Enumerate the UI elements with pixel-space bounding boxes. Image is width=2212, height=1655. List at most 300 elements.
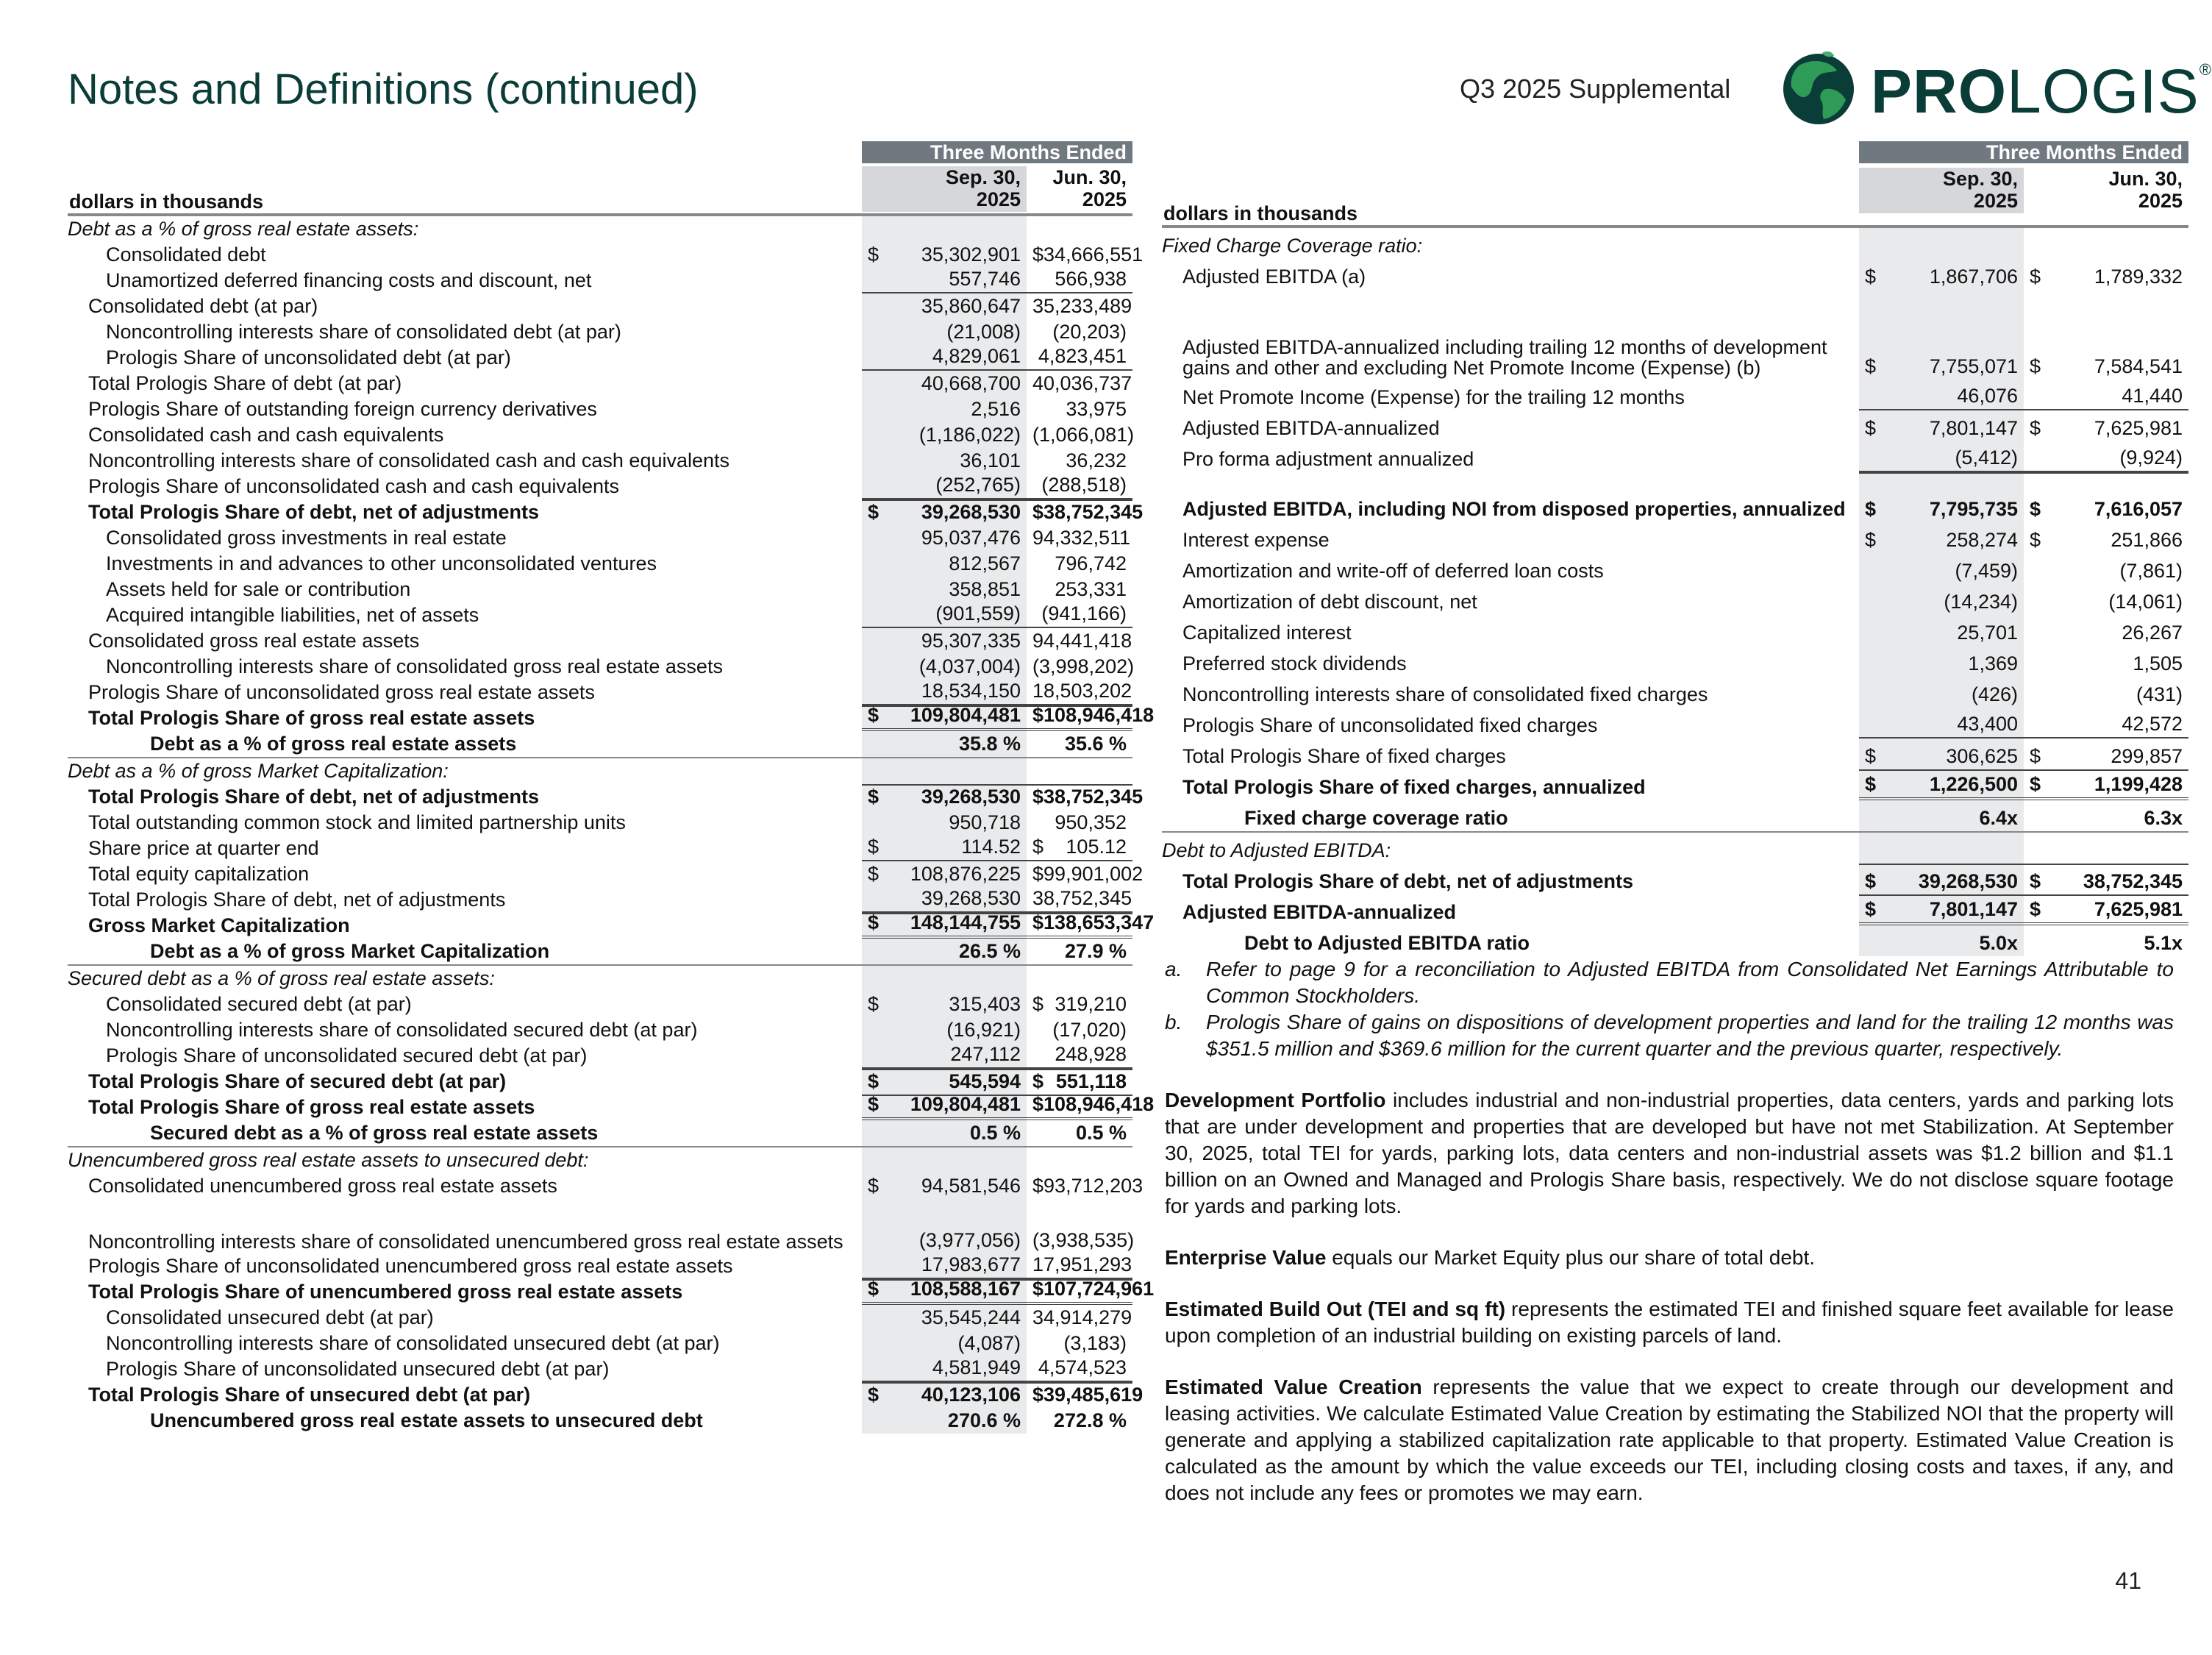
cell-value: (5,412): [1955, 446, 2018, 469]
col-jun-2025: Jun. 30, 2025: [2108, 168, 2183, 212]
cell-value: 42,572: [2122, 713, 2183, 735]
currency-symbol: $: [1865, 529, 1877, 551]
table-row: [68, 1331, 1132, 1356]
value-sep-2025: [862, 1017, 1027, 1043]
row-label: Consolidated cash and cash equivalents: [88, 424, 444, 446]
value-sep-2025: [862, 731, 1027, 757]
definition-term: Enterprise Value: [1165, 1246, 1327, 1269]
value-jun-2025: [1027, 448, 1132, 474]
prologis-logo: [1778, 46, 2212, 134]
cell-value: 7,801,147: [1929, 417, 2018, 439]
value-sep-2025: [1859, 864, 2024, 894]
cell-value: 1,867,706: [1929, 266, 2018, 288]
value-jun-2025: [1027, 654, 1135, 680]
cell-value: 247,112: [950, 1043, 1021, 1065]
value-sep-2025: [1859, 894, 2024, 925]
units-label: dollars in thousands: [1163, 202, 1358, 224]
value-jun-2025: [1027, 1356, 1132, 1382]
value-sep-2025: [1859, 738, 2024, 769]
cell-value: 35,233,489: [1032, 295, 1132, 317]
cell-value: (431): [2136, 683, 2183, 705]
value-jun-2025: [2024, 410, 2188, 441]
empty-cell: [1859, 833, 2024, 864]
value-sep-2025: [862, 1331, 1027, 1356]
cell-value: 27.9 %: [1064, 940, 1127, 962]
notes-section: [1165, 956, 2174, 1506]
table-row: [68, 396, 1132, 422]
value-sep-2025: [862, 887, 1027, 913]
value-jun-2025: [2024, 738, 2188, 769]
three-months-ended-header: Three Months Ended: [862, 141, 1132, 163]
cell-value: 25,701: [1957, 622, 2018, 644]
value-jun-2025: [1027, 371, 1132, 396]
value-sep-2025: [862, 499, 1027, 525]
empty-cell: [1027, 758, 1132, 784]
table-row: [68, 448, 1132, 474]
cell-value: 99,901,002: [1043, 863, 1144, 885]
row-label: Secured debt as a % of gross real estate assets: [150, 1122, 599, 1144]
value-jun-2025: [1027, 1305, 1132, 1331]
value-sep-2025: [1859, 584, 2024, 615]
value-sep-2025: [862, 371, 1027, 396]
value-jun-2025: [1027, 784, 1144, 810]
value-jun-2025: [1027, 1382, 1144, 1408]
value-sep-2025: [862, 1043, 1027, 1069]
cell-value: 557,746: [949, 268, 1021, 290]
value-sep-2025: [1859, 769, 2024, 800]
cell-value: 1,505: [2133, 652, 2183, 675]
row-label: Prologis Share of outstanding foreign currency derivatives: [88, 398, 597, 420]
value-sep-2025: [1859, 615, 2024, 646]
cell-value: (3,938,535): [1032, 1229, 1135, 1251]
value-sep-2025: [1859, 441, 2024, 472]
currency-symbol: $: [1032, 704, 1044, 726]
row-label: Debt as a % of gross Market Capitalization:: [68, 760, 449, 782]
table-row: [68, 422, 1135, 448]
cell-value: 43,400: [1957, 713, 2018, 735]
currency-symbol: $: [868, 911, 880, 933]
row-label: Debt as a % of gross real estate assets:: [68, 218, 419, 240]
row-label: Unencumbered gross real estate assets to unsecured debt:: [68, 1149, 589, 1171]
cell-value: 39,268,530: [921, 501, 1021, 523]
right-financial-table: [1162, 141, 2188, 956]
currency-symbol: $: [2030, 529, 2041, 551]
row-label: Consolidated gross real estate assets: [88, 630, 420, 652]
cell-value: 2,516: [971, 398, 1021, 420]
value-sep-2025: [1859, 259, 2024, 290]
table-row: [1162, 925, 2188, 956]
value-sep-2025: [1859, 800, 2024, 831]
units-label: dollars in thousands: [69, 191, 264, 213]
table-row: [1162, 708, 2188, 738]
table-row: [68, 242, 1144, 268]
value-jun-2025: [2024, 584, 2188, 615]
row-label: Prologis Share of unconsolidated debt (at par): [106, 346, 511, 369]
cell-value: 109,804,481: [910, 704, 1021, 726]
value-sep-2025: [862, 861, 1027, 887]
table-row: [68, 1120, 1132, 1146]
cell-value: 1,789,332: [2094, 266, 2183, 288]
table-row: [1162, 472, 2188, 522]
footnote: [1165, 1009, 2174, 1062]
definition-text: represents the estimated TEI and finished square feet available for lease upon completion of an industrial building on existing parcels of land.: [1165, 1298, 2174, 1347]
row-label: Adjusted EBITDA-annualized: [1182, 417, 1440, 439]
value-sep-2025: [862, 939, 1027, 964]
cell-value: 7,801,147: [1929, 898, 2018, 920]
table-row: [1162, 259, 2188, 290]
definitions: [1165, 1087, 2174, 1506]
cell-value: 315,403: [949, 993, 1021, 1015]
cell-value: 4,574,523: [1038, 1356, 1127, 1378]
table-row: [1162, 615, 2188, 646]
cell-value: (14,234): [1944, 591, 2018, 613]
currency-symbol: $: [1865, 498, 1877, 520]
currency-symbol: $: [868, 243, 880, 266]
value-jun-2025: [1027, 1331, 1132, 1356]
cell-value: 138,653,347: [1043, 911, 1155, 933]
empty-cell: [2024, 228, 2188, 259]
cell-value: 95,307,335: [921, 630, 1021, 652]
currency-symbol: $: [2030, 355, 2041, 377]
empty-cell: [1859, 228, 2024, 259]
table-row: [1162, 290, 2188, 380]
value-sep-2025: [862, 1382, 1027, 1408]
cell-value: (288,518): [1041, 474, 1127, 496]
cell-value: 17,951,293: [1032, 1253, 1132, 1275]
row-label: Prologis Share of unconsolidated gross real estate assets: [88, 681, 595, 703]
empty-cell: [862, 1147, 1027, 1173]
col-sep-2025: Sep. 30, 2025: [1859, 168, 2024, 213]
cell-value: 299,857: [2111, 745, 2183, 767]
cell-value: (252,765): [935, 474, 1021, 496]
value-jun-2025: [2024, 769, 2188, 800]
cell-value: (4,037,004): [918, 655, 1021, 677]
currency-symbol: $: [2030, 773, 2041, 795]
value-jun-2025: [1027, 731, 1132, 757]
currency-symbol: $: [2030, 417, 2041, 439]
table-row: [68, 1199, 1135, 1253]
cell-value: 272.8 %: [1053, 1409, 1127, 1431]
currency-symbol: $: [1032, 911, 1044, 933]
cell-value: (17,020): [1052, 1019, 1127, 1041]
cell-value: (16,921): [946, 1019, 1021, 1041]
logo-wordmark: PROLOGIS®: [1871, 57, 2212, 126]
table-row: [68, 731, 1132, 757]
cell-value: 7,795,735: [1929, 498, 2018, 520]
cell-value: 1,226,500: [1929, 773, 2018, 795]
cell-value: 270.6 %: [947, 1409, 1021, 1431]
footnote-text: Prologis Share of gains on dispositions of development properties and land for the trailing 12 months was $351.5 million and $369.6 million for the current quarter and the previous quarter, respectively.: [1206, 1011, 2174, 1060]
cell-value: 39,268,530: [921, 786, 1021, 808]
table-row: [1162, 410, 2188, 441]
cell-value: 1,369: [1968, 652, 2018, 675]
currency-symbol: $: [1865, 745, 1877, 767]
value-jun-2025: [2024, 472, 2188, 522]
table-body: [68, 215, 1155, 1434]
table-row: [68, 911, 1155, 939]
value-jun-2025: [2024, 259, 2188, 290]
value-sep-2025: [1859, 677, 2024, 708]
cell-value: 5.0x: [1979, 932, 2018, 954]
value-sep-2025: [862, 836, 1027, 861]
table-row: [68, 1408, 1132, 1434]
cell-value: 0.5 %: [969, 1122, 1021, 1144]
row-label: Acquired intangible liabilities, net of assets: [106, 604, 479, 626]
table-row: [68, 293, 1132, 319]
currency-symbol: $: [1032, 1278, 1044, 1300]
currency-symbol: $: [1865, 898, 1877, 920]
value-sep-2025: [862, 602, 1027, 628]
value-sep-2025: [862, 525, 1027, 551]
row-label: Consolidated unencumbered gross real estate assets: [88, 1175, 557, 1197]
empty-cell: [862, 216, 1027, 242]
cell-value: (14,061): [2108, 591, 2183, 613]
value-sep-2025: [1859, 553, 2024, 584]
cell-value: 39,268,530: [1918, 870, 2018, 892]
value-jun-2025: [1027, 242, 1144, 268]
row-label: Unamortized deferred financing costs and discount, net: [106, 269, 592, 291]
table-row: [1162, 894, 2188, 925]
currency-symbol: $: [1865, 266, 1877, 288]
value-sep-2025: [1859, 472, 2024, 522]
table-row: [68, 1069, 1132, 1095]
table-row: [68, 474, 1132, 499]
value-jun-2025: [1027, 704, 1155, 731]
value-sep-2025: [862, 1120, 1027, 1146]
table-row: [1162, 677, 2188, 708]
footnote-mark: a.: [1165, 958, 1182, 980]
cell-value: 33,975: [1066, 398, 1127, 420]
value-jun-2025: [1027, 1408, 1132, 1434]
value-jun-2025: [1027, 602, 1132, 628]
row-label: Secured debt as a % of gross real estate assets:: [68, 967, 495, 989]
cell-value: 566,938: [1055, 268, 1127, 290]
currency-symbol: $: [868, 863, 880, 885]
cell-value: 41,440: [2122, 385, 2183, 407]
cell-value: 950,352: [1055, 811, 1127, 833]
row-label: Consolidated debt: [106, 243, 266, 266]
table-row: [68, 704, 1155, 731]
currency-symbol: $: [868, 836, 880, 858]
cell-value: (9,924): [2119, 446, 2183, 469]
value-jun-2025: [1027, 992, 1132, 1017]
value-jun-2025: [2024, 522, 2188, 553]
value-jun-2025: [1027, 396, 1132, 422]
cell-value: 94,332,511: [1032, 527, 1131, 549]
definition-text: represents the value that we expect to create through our development and leasing activities. We calculate Estimated Value Creation by estimating the Stabilized NOI that the property will generate and applying a stabilized capitalization rate applicable to that property. Estimated Value Creation is calculated as the amount by which the value exceeds our TEI, including closing costs and taxes, if any, and does not include any fees or promotes we may earn.: [1165, 1375, 2174, 1504]
table-row: [68, 268, 1132, 293]
row-label: Noncontrolling interests share of consolidated secured debt (at par): [106, 1019, 698, 1041]
value-sep-2025: [862, 654, 1027, 680]
value-sep-2025: [862, 913, 1027, 939]
currency-symbol: $: [1032, 1093, 1044, 1115]
page-number: 41: [2115, 1567, 2141, 1594]
row-label: Unencumbered gross real estate assets to unsecured debt: [150, 1409, 703, 1431]
table-row: [68, 810, 1132, 836]
value-sep-2025: [862, 628, 1027, 654]
cell-value: 306,625: [1946, 745, 2018, 767]
empty-cell: [1027, 1147, 1132, 1173]
footnote: [1165, 956, 2174, 1009]
value-sep-2025: [862, 810, 1027, 836]
currency-symbol: $: [1032, 1070, 1044, 1092]
cell-value: (4,087): [957, 1332, 1021, 1354]
value-jun-2025: [2024, 925, 2188, 956]
table-header: [1162, 141, 2188, 227]
table-row: [68, 836, 1132, 861]
currency-symbol: $: [1865, 355, 1877, 377]
table-row: [1162, 738, 2188, 769]
value-jun-2025: [1027, 1253, 1132, 1279]
cell-value: 93,712,203: [1043, 1175, 1144, 1197]
table-row: [1162, 864, 2188, 894]
value-sep-2025: [862, 422, 1027, 448]
cell-value: 35,860,647: [921, 295, 1021, 317]
currency-symbol: $: [868, 1093, 880, 1115]
cell-value: 94,581,546: [921, 1175, 1021, 1197]
cell-value: 26,267: [2122, 622, 2183, 644]
value-sep-2025: [862, 242, 1027, 268]
row-label: Gross Market Capitalization: [88, 914, 350, 936]
value-sep-2025: [862, 345, 1027, 371]
cell-value: 38,752,345: [1043, 501, 1144, 523]
table-row: [68, 371, 1132, 396]
row-label: Noncontrolling interests share of consolidated unsecured debt (at par): [106, 1332, 720, 1354]
cell-value: 18,534,150: [921, 680, 1021, 702]
cell-value: 34,666,551: [1043, 243, 1144, 266]
cell-value: 251,866: [2111, 529, 2183, 551]
cell-value: 38,752,345: [2083, 870, 2183, 892]
value-jun-2025: [1027, 680, 1132, 705]
table-row: [68, 992, 1132, 1017]
section-header-row: [68, 215, 1132, 242]
cell-value: 812,567: [949, 552, 1021, 574]
row-label: Total Prologis Share of fixed charges, annualized: [1182, 776, 1646, 798]
table-row: [1162, 380, 2188, 410]
section-header-row: [68, 964, 1132, 992]
section-header-row: [1162, 227, 2188, 259]
value-sep-2025: [862, 1069, 1027, 1095]
row-label: Total Prologis Share of gross real estate assets: [88, 707, 535, 729]
cell-value: 4,581,949: [932, 1356, 1021, 1378]
cell-value: 6.4x: [1979, 807, 2018, 829]
cell-value: 258,274: [1946, 529, 2018, 551]
cell-value: 39,485,619: [1043, 1384, 1144, 1406]
cell-value: (1,186,022): [918, 424, 1021, 446]
row-label: Noncontrolling interests share of consolidated gross real estate assets: [106, 655, 723, 677]
currency-symbol: $: [2030, 898, 2041, 920]
table-row: [68, 1356, 1132, 1382]
row-label: Prologis Share of unconsolidated secured debt (at par): [106, 1044, 588, 1067]
cell-value: 38,752,345: [1032, 887, 1132, 909]
cell-value: 36,101: [960, 449, 1021, 471]
table-row: [68, 525, 1132, 551]
value-sep-2025: [862, 268, 1027, 293]
row-label: Adjusted EBITDA, including NOI from disposed properties, annualized: [1182, 498, 1846, 520]
row-label: Fixed Charge Coverage ratio:: [1162, 235, 1423, 257]
cell-value: 108,876,225: [910, 863, 1021, 885]
cell-value: 108,588,167: [910, 1278, 1021, 1300]
value-jun-2025: [1027, 422, 1135, 448]
value-jun-2025: [1027, 551, 1132, 577]
value-jun-2025: [1027, 577, 1132, 602]
row-label: Total Prologis Share of debt, net of adjustments: [1182, 870, 1634, 892]
cell-value: 108,946,418: [1043, 704, 1155, 726]
value-sep-2025: [862, 1408, 1027, 1434]
table-row: [68, 628, 1132, 654]
table-row: [68, 1173, 1144, 1199]
empty-cell: [2024, 833, 2188, 864]
cell-value: 248,928: [1055, 1043, 1127, 1065]
footnote-text: Refer to page 9 for a reconciliation to Adjusted EBITDA from Consolidated Net Earnings Attributable to Common Stockholders.: [1206, 958, 2174, 1007]
row-label: Noncontrolling interests share of consolidated unencumbered gross real estate assets: [88, 1231, 843, 1253]
row-label: Debt to Adjusted EBITDA:: [1162, 839, 1391, 861]
row-label: Prologis Share of unconsolidated unsecured debt (at par): [106, 1358, 610, 1380]
table-row: [1162, 646, 2188, 677]
cell-value: 7,625,981: [2094, 417, 2183, 439]
value-jun-2025: [2024, 290, 2188, 380]
currency-symbol: $: [1865, 417, 1877, 439]
value-sep-2025: [1859, 646, 2024, 677]
cell-value: 40,668,700: [921, 372, 1021, 394]
row-label: Consolidated gross investments in real estate: [106, 527, 507, 549]
cell-value: 35,545,244: [921, 1306, 1021, 1328]
value-sep-2025: [862, 474, 1027, 499]
row-label: Total Prologis Share of fixed charges: [1182, 745, 1506, 767]
value-jun-2025: [1027, 628, 1132, 654]
footnote-mark: b.: [1165, 1011, 1182, 1033]
cell-value: 545,594: [949, 1070, 1021, 1092]
table-row: [68, 939, 1132, 964]
value-sep-2025: [1859, 708, 2024, 738]
cell-value: 148,144,755: [910, 911, 1021, 933]
definition-paragraph: [1165, 1245, 2174, 1271]
value-jun-2025: [2024, 553, 2188, 584]
value-sep-2025: [862, 1199, 1027, 1253]
cell-value: 7,625,981: [2094, 898, 2183, 920]
cell-value: 5.1x: [2144, 932, 2183, 954]
value-sep-2025: [1859, 290, 2024, 380]
table-row: [68, 551, 1132, 577]
empty-cell: [862, 966, 1027, 992]
row-label: Total Prologis Share of debt (at par): [88, 372, 402, 394]
currency-symbol: $: [1032, 836, 1044, 858]
value-jun-2025: [2024, 441, 2188, 472]
value-sep-2025: [862, 448, 1027, 474]
cell-value: 6.3x: [2144, 807, 2183, 829]
empty-cell: [1027, 966, 1132, 992]
row-label: Adjusted EBITDA (a): [1182, 266, 1366, 288]
section-header-row: [68, 1146, 1132, 1173]
definition-paragraph: [1165, 1374, 2174, 1506]
cell-value: 319,210: [1055, 993, 1127, 1015]
row-label: Amortization and write-off of deferred loan costs: [1182, 560, 1604, 582]
value-jun-2025: [1027, 499, 1144, 525]
value-jun-2025: [1027, 1278, 1155, 1305]
table-row: [68, 1017, 1132, 1043]
cell-value: 17,983,677: [921, 1253, 1021, 1275]
cell-value: 4,823,451: [1038, 345, 1127, 367]
cell-value: (3,998,202): [1032, 655, 1135, 677]
row-label: Noncontrolling interests share of consolidated cash and cash equivalents: [88, 449, 730, 471]
table-body: [1162, 227, 2188, 956]
value-jun-2025: [1027, 1173, 1144, 1199]
value-jun-2025: [1027, 474, 1132, 499]
table-row: [68, 1305, 1132, 1331]
definition-text: includes industrial and non-industrial properties, data centers, yards and parking lots that are under development and properties that are developed but have not met Stabilization. At September 30, 2025, total TEI for yards, parking lots, data centers and non-industrial assets was $1.2 billion and $1.1 billion on an Owned and Managed and Prologis Share basis, respectively. We do not disclose square footage for yards and parking lots.: [1165, 1089, 2174, 1217]
value-jun-2025: [2024, 380, 2188, 410]
row-label: Total equity capitalization: [88, 863, 310, 885]
